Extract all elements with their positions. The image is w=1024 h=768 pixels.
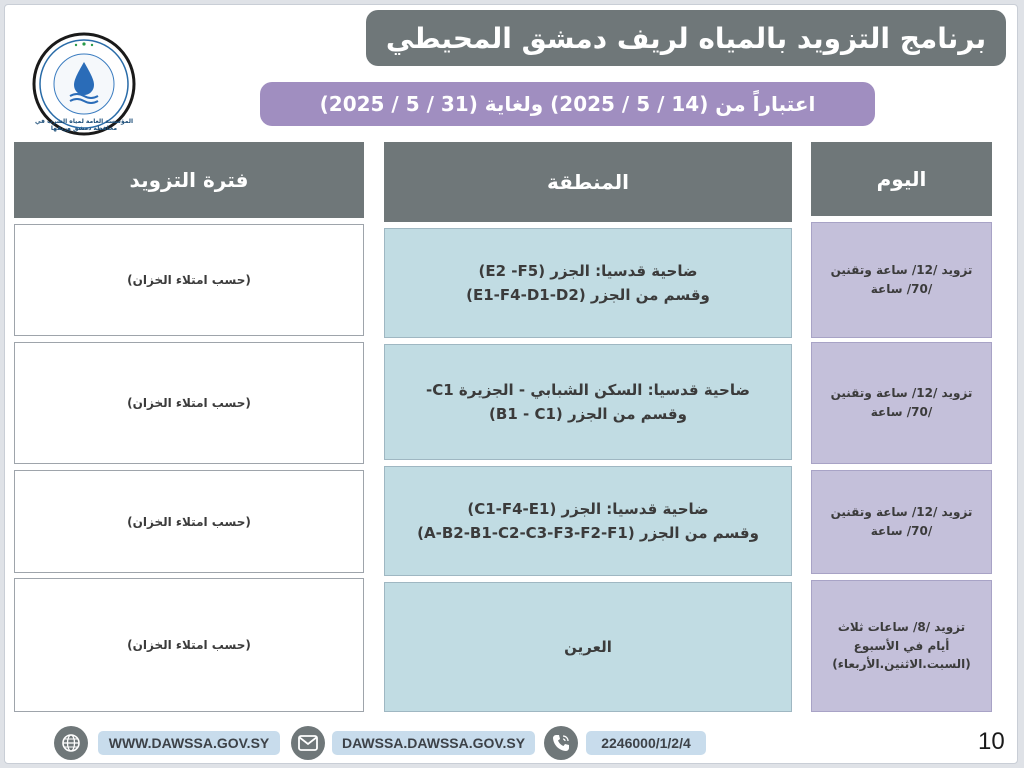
row-2-region-line-2: وقسم من الجزر (B1 - C1) [489, 405, 687, 423]
row-3-period: (حسب امتلاء الخزان) [14, 470, 364, 573]
row-3-day-line-2: /70/ ساعة [870, 524, 933, 538]
row-3-region [384, 466, 792, 576]
phone-number[interactable]: 2246000/1/2/4 [586, 731, 706, 755]
phone-icon [544, 726, 578, 760]
row-2-region-line-1: ضاحية قدسيا: السكن الشبابي - الجزيرة C1- [426, 381, 750, 399]
row-4-region-line-1: العرين [564, 638, 612, 656]
row-1-day-line-1: تزويد /12/ ساعة وتقنين [830, 263, 973, 278]
organization-logo [32, 32, 136, 136]
row-4-period: (حسب امتلاء الخزان) [14, 578, 364, 712]
row-3-region-line-1: ضاحية قدسيا: الجزر (C1-F4-E1) [467, 500, 709, 518]
row-1-region-line-2: وقسم من الجزر (E1-F4-D1-D2) [466, 286, 710, 304]
website-link[interactable]: WWW.DAWSSA.GOV.SY [98, 731, 280, 755]
row-1-region-line-1: ضاحية قدسيا: الجزر (E2 -F5) [478, 262, 698, 280]
row-4-day-line-1: تزويد /8/ ساعات ثلاث [837, 620, 966, 635]
page-number: 10 [978, 728, 1005, 755]
row-2-day [811, 342, 992, 464]
envelope-icon [291, 726, 325, 760]
column-header-region: المنطقة [384, 142, 792, 222]
row-4-region [384, 582, 792, 712]
row-2-day-line-1: تزويد /12/ ساعة وتقنين [830, 386, 973, 401]
column-header-period: فترة التزويد [14, 142, 364, 218]
row-4-day [811, 580, 992, 712]
row-4-day-line-2: أيام في الأسبوع [853, 638, 950, 653]
row-3-day-line-1: تزويد /12/ ساعة وتقنين [830, 505, 973, 520]
row-4-day-line-3: (السبت.الاثنين.الأربعاء) [832, 657, 971, 672]
row-2-period: (حسب امتلاء الخزان) [14, 342, 364, 464]
globe-icon [54, 726, 88, 760]
row-2-day-line-2: /70/ ساعة [870, 405, 933, 419]
row-3-region-line-2: وقسم من الجزر (A-B2-B1-C2-C3-F3-F2-F1) [417, 524, 759, 542]
email-link[interactable]: DAWSSA.DAWSSA.GOV.SY [332, 731, 535, 755]
row-3-day [811, 470, 992, 574]
row-2-region [384, 344, 792, 460]
row-1-period: (حسب امتلاء الخزان) [14, 224, 364, 336]
logo-text: المؤسسة العامة لمياه الشرب في محافظة دمشق وريفها [34, 118, 134, 132]
column-header-day: اليوم [811, 142, 992, 216]
date-range-subtitle: اعتباراً من (14 / 5 / 2025) ولغاية (31 / 5 / 2025) [260, 82, 875, 126]
page-title: برنامج التزويد بالمياه لريف دمشق المحيطي [366, 10, 1006, 66]
row-1-day-line-2: /70/ ساعة [870, 282, 933, 296]
row-1-region [384, 228, 792, 338]
row-1-day [811, 222, 992, 338]
